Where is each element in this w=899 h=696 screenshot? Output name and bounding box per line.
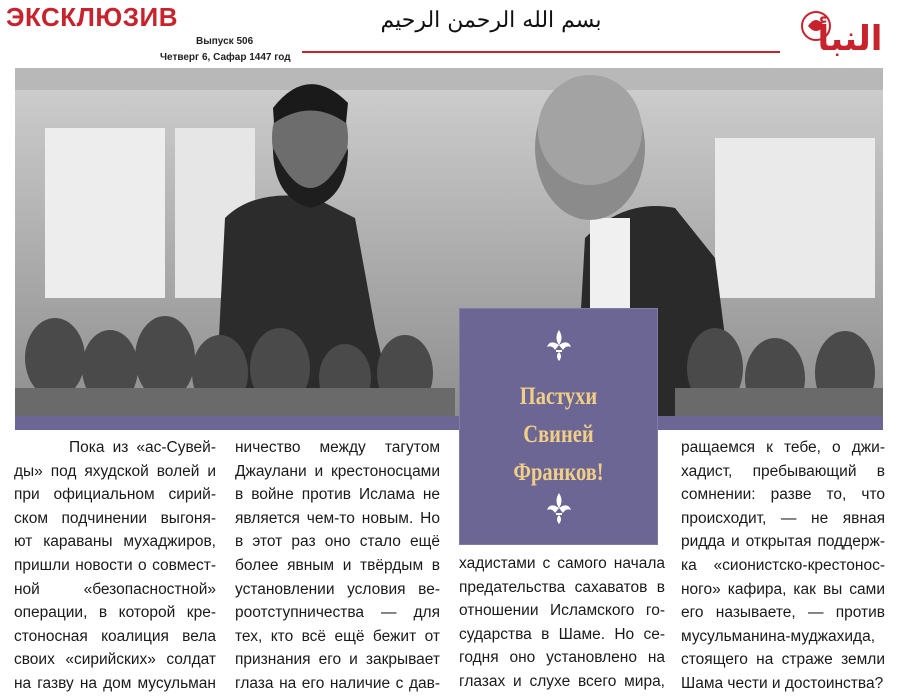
text-line: признания его и закрывает	[235, 651, 440, 669]
text-line: глаза на его наличие с дав-	[235, 674, 440, 692]
header-rule	[302, 51, 780, 53]
article-title	[477, 378, 640, 492]
article-column-1	[14, 436, 216, 696]
purple-band	[15, 416, 883, 430]
article-column-4	[681, 436, 885, 696]
text-line: ридда и открытая поддерж-	[681, 533, 885, 551]
title-line-2: Свиней	[523, 421, 594, 448]
title-line-1: Пастухи	[519, 383, 598, 410]
text-line: тех, кто всё ещё бежит от	[235, 627, 440, 645]
text-line: является чем-то новым. Но	[235, 509, 440, 527]
article-column-2	[235, 436, 440, 696]
text-line: пришли новости о совмест-	[14, 556, 216, 574]
issue-number: Выпуск 506	[196, 36, 254, 47]
text-line: в этот раз оно стало ещё	[235, 533, 440, 551]
text-line: своих «сирийских» солдат	[14, 651, 216, 669]
text-line: Джаулани и крестоносцами	[235, 462, 440, 480]
fleur-de-lis-icon	[545, 491, 573, 525]
text-line: на газву на дом мусульман	[14, 674, 216, 692]
logo-text: النبأ	[817, 19, 883, 59]
text-line: ничество между тагутом	[235, 439, 440, 456]
basmala: بسم الله الرحمن الرحيم	[380, 8, 602, 33]
text-line: происходит, — не явная	[681, 509, 885, 527]
text-line: хадист, пребывающий в	[681, 462, 885, 480]
text-line: ют караваны мухаджиров,	[14, 533, 216, 551]
text-line: ращаемся к тебе, о джи-	[681, 439, 885, 456]
text-line: стоящего на страже земли	[681, 651, 885, 669]
text-line: отношении Исламского го-	[459, 602, 665, 620]
fleur-de-lis-icon	[545, 328, 573, 362]
text-line: операции, в которой кре-	[14, 604, 216, 622]
text-line: глазах и слухе всего мира,	[459, 672, 665, 690]
text-line: в войне против Ислама не	[235, 486, 440, 504]
text-line: ного» кафира, как вы сами	[681, 580, 885, 598]
text-line: Шама чести и достоинства?	[681, 674, 884, 692]
text-line: Пока из «ас-Сувей-	[69, 439, 216, 456]
text-line: роотступничества — для	[235, 604, 440, 622]
article-column-3	[459, 552, 665, 694]
text-line: ды» под яхудской волей и	[14, 462, 216, 480]
photo-two-men-handshake	[15, 68, 883, 416]
text-line: хадистами с самого начала	[459, 555, 665, 572]
text-line: при официальном сирий-	[14, 486, 216, 504]
text-line: годня оно установлено на	[459, 649, 665, 667]
an-naba-logo	[790, 4, 890, 68]
title-line-3: Франков!	[513, 459, 604, 486]
text-line: сомнении: разве то, что	[681, 486, 885, 504]
article-title-box	[459, 308, 658, 545]
text-line: стоносная коалиция вела	[14, 627, 216, 645]
text-line: ском подчинении выгоня-	[14, 509, 216, 527]
text-line: предательства сахаватов в	[459, 578, 665, 596]
section-label: ЭКСКЛЮЗИВ	[6, 2, 178, 32]
text-line: ка «сионистско-крестонос-	[681, 556, 885, 574]
issue-date: Четверг 6, Сафар 1447 год	[160, 52, 291, 63]
text-line: сударства в Шаме. Но се-	[459, 625, 665, 643]
text-line: установлении условия ве-	[235, 580, 440, 598]
text-line: его называете, — против	[681, 604, 885, 622]
text-line: более явным и твёрдым в	[235, 556, 440, 574]
text-line: ной «безопасностной»	[14, 580, 216, 598]
text-line: мусульманина-муджахида,	[681, 627, 875, 645]
